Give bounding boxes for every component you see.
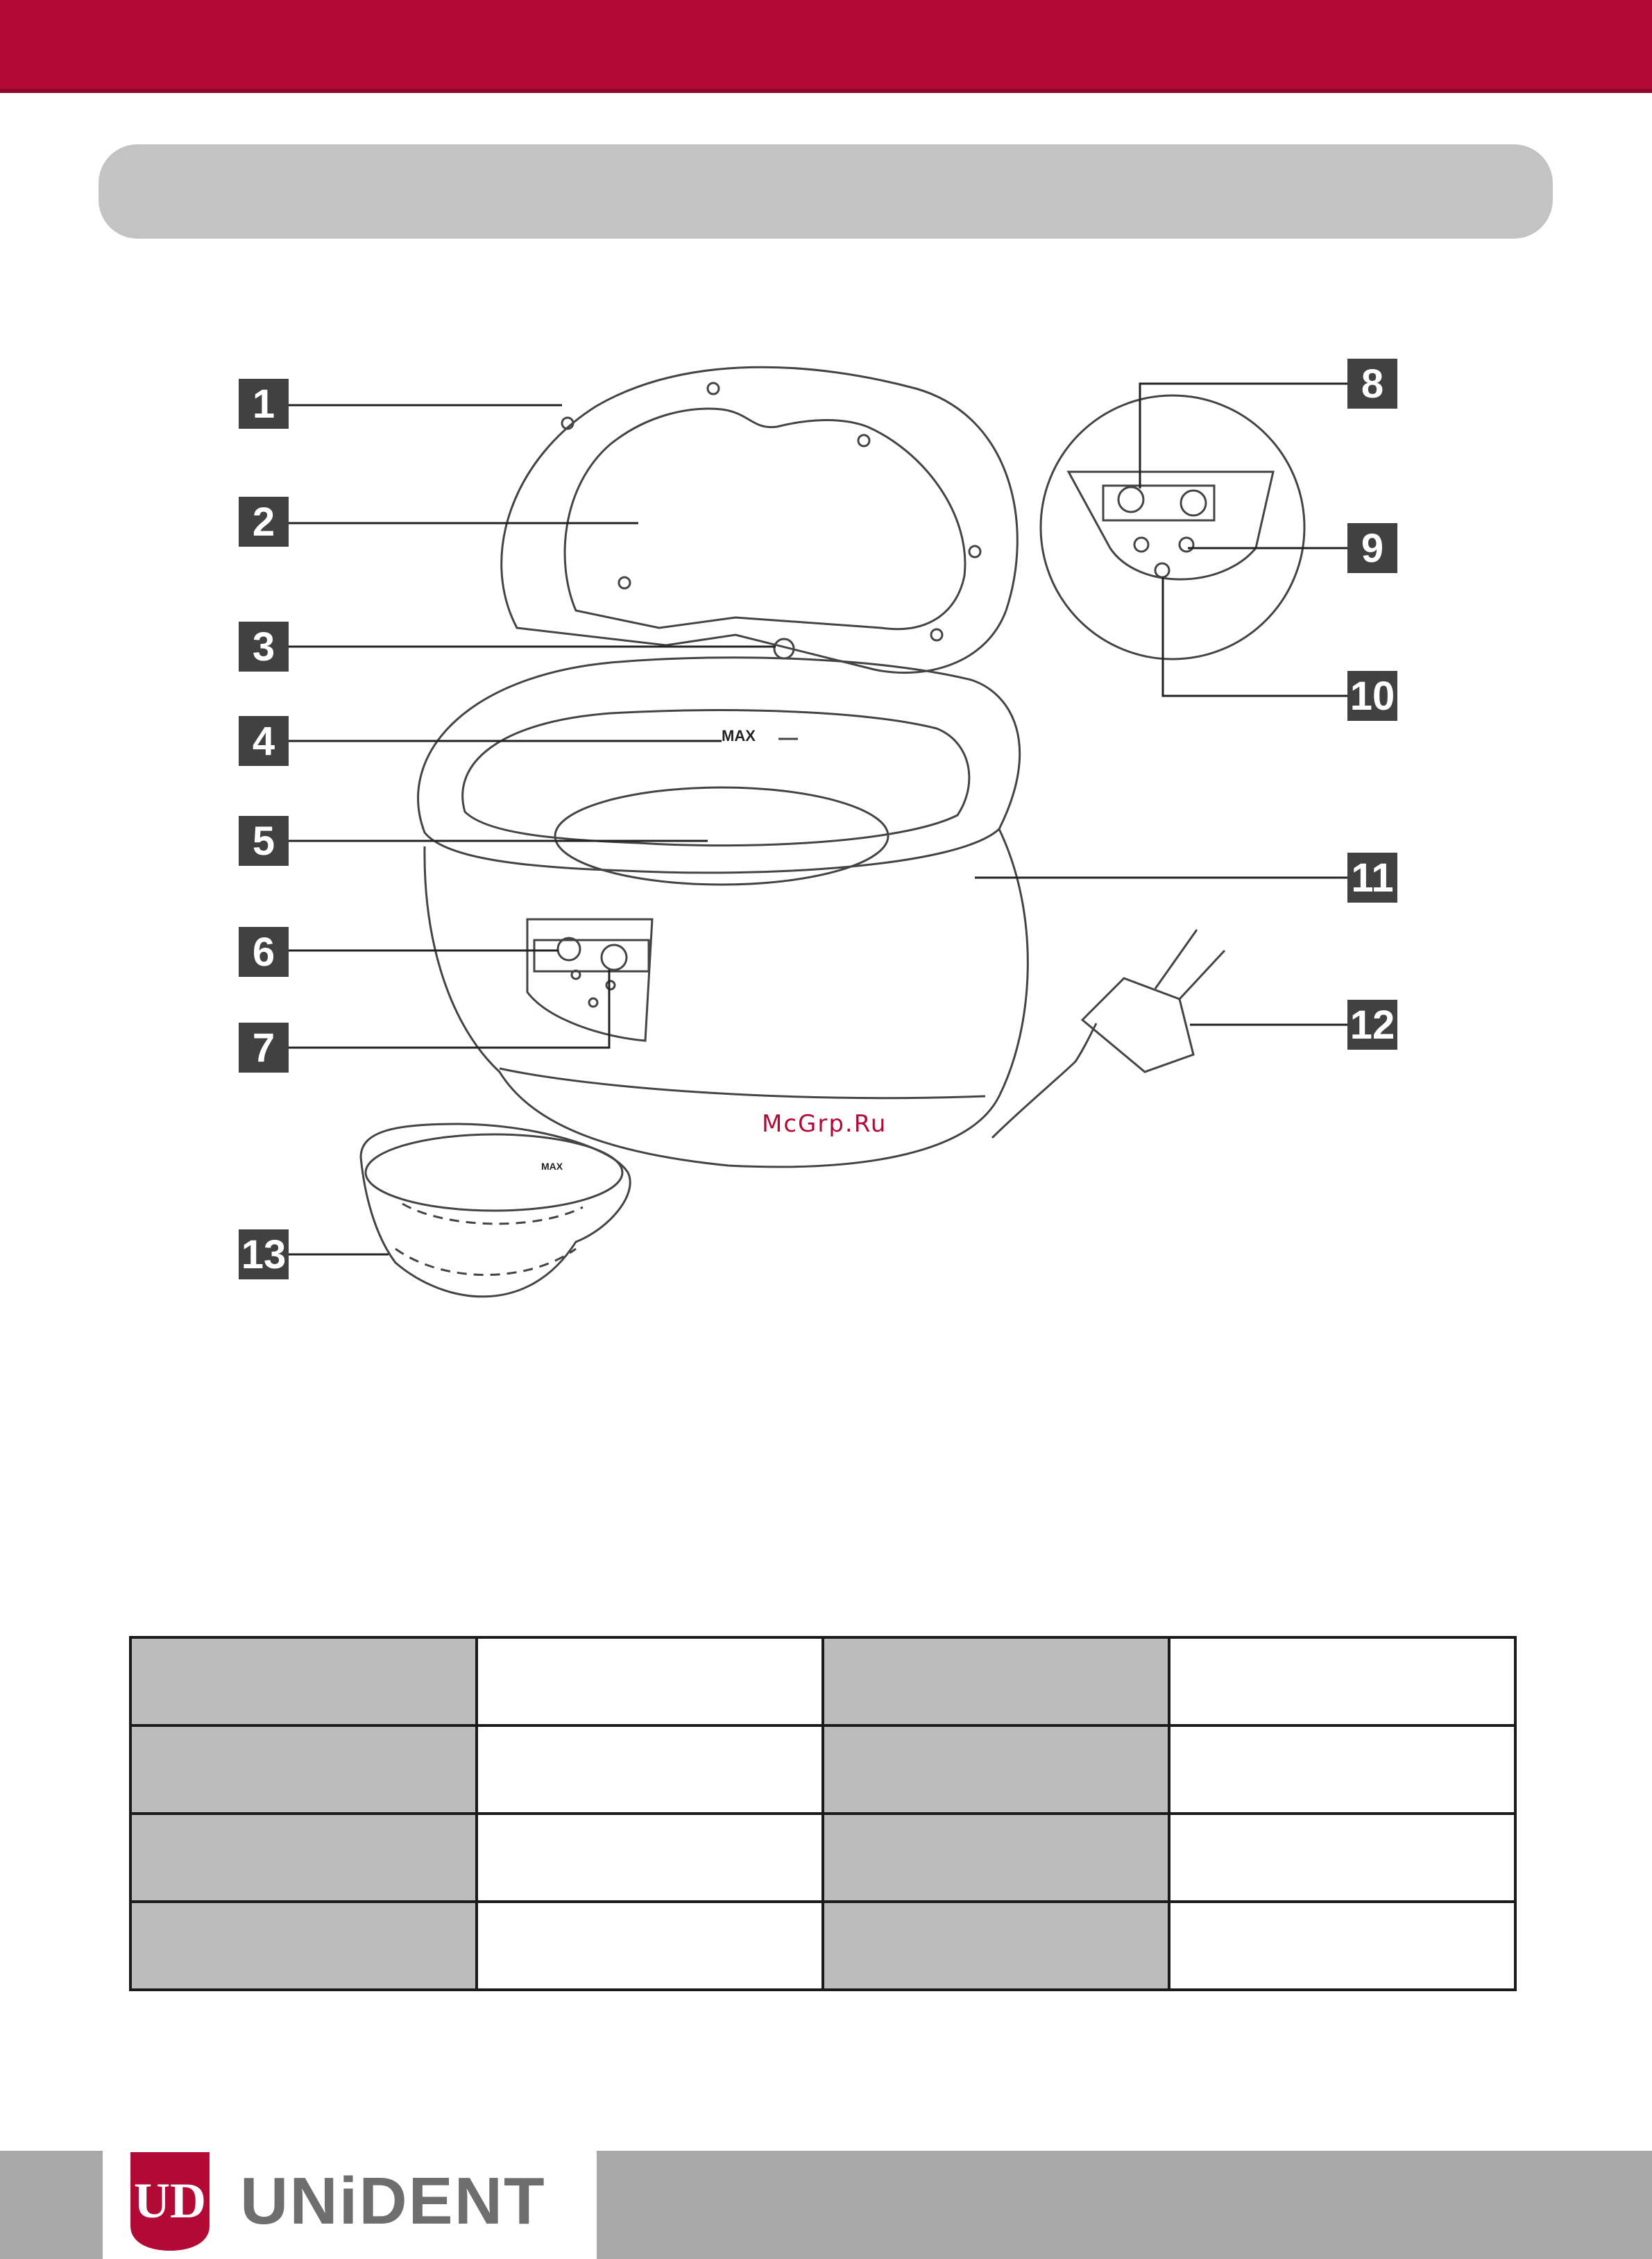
table-row: [130, 1902, 1515, 1990]
callout-1: 1: [252, 382, 275, 427]
power-cord: [992, 1023, 1096, 1138]
footer-bar-left: [0, 2151, 103, 2259]
header-bar: [0, 0, 1652, 93]
table-cell: [1169, 1725, 1515, 1814]
callout-3: 3: [252, 624, 275, 670]
table-cell: [823, 1637, 1169, 1725]
table-cell: [823, 1725, 1169, 1814]
brand-name: UNiDENT: [240, 2164, 546, 2238]
table-cell: [1169, 1637, 1515, 1725]
callout-5: 5: [252, 819, 275, 864]
callout-12: 12: [1349, 1003, 1395, 1048]
table-row: [130, 1725, 1515, 1814]
callout-13: 13: [241, 1232, 287, 1277]
table-cell: [1169, 1814, 1515, 1902]
table-cell: [477, 1725, 823, 1814]
detail-view: [1041, 395, 1304, 659]
callout-6: 6: [252, 930, 275, 975]
callout-10: 10: [1349, 674, 1395, 719]
lid-window: [565, 409, 965, 629]
front-panel: [527, 919, 652, 1041]
basket-max-label: MAX: [541, 1161, 563, 1172]
table-cell: [130, 1725, 477, 1814]
svg-text:UD: UD: [134, 2173, 206, 2228]
callout-9: 9: [1361, 526, 1384, 571]
ud-monogram-icon: [125, 2149, 215, 2253]
power-button: [602, 945, 627, 970]
detail-button-left: [1118, 487, 1143, 512]
table-cell: [130, 1637, 477, 1725]
max-label: MAX: [722, 727, 756, 744]
table-cell: [130, 1902, 477, 1990]
device-diagram: [0, 333, 1652, 1346]
callout-11: 11: [1351, 855, 1394, 901]
table-cell: [823, 1902, 1169, 1990]
front-button: [558, 938, 580, 960]
callout-4: 4: [252, 719, 275, 764]
table-cell: [477, 1902, 823, 1990]
callout-7: 7: [252, 1025, 275, 1071]
callout-8: 8: [1361, 361, 1384, 407]
watermark: McGrp.Ru: [762, 1110, 887, 1138]
footer-bar-right: [597, 2151, 1652, 2259]
table-cell: [823, 1814, 1169, 1902]
table-cell: [1169, 1902, 1515, 1990]
table-row: [130, 1814, 1515, 1902]
callout-2: 2: [252, 500, 275, 545]
detail-button-right: [1181, 491, 1206, 515]
lid: [502, 367, 1018, 672]
housing: [425, 829, 1028, 1167]
table-cell: [477, 1814, 823, 1902]
table-cell: [130, 1814, 477, 1902]
power-plug: [1082, 978, 1193, 1072]
table-row: [130, 1637, 1515, 1725]
section-title-bar: [99, 144, 1553, 239]
spec-table: [129, 1636, 1517, 1991]
brand-logo: [125, 2149, 546, 2253]
table-cell: [477, 1637, 823, 1725]
